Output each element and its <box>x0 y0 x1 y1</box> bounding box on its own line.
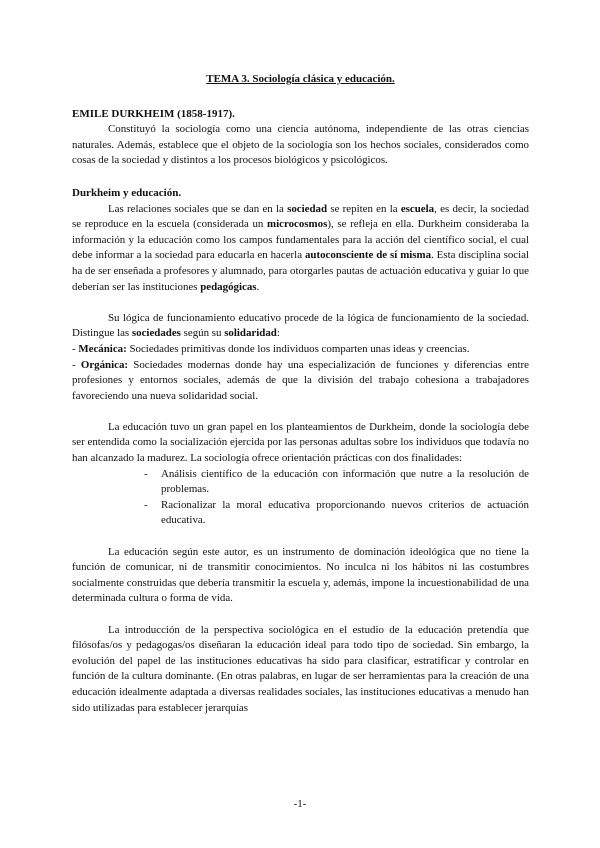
term-pedagogicas: pedagógicas <box>200 280 257 293</box>
term-sociedades: sociedades <box>131 327 181 340</box>
paragraph-intro: Constituyó la sociología como una ciencia autónoma, independiente de las otras ciencias naturales. Además, establece que el objeto de la sociología son los hechos sociales, considerados como cosas de la sociedad y distintos a los procesos biológicos y psicológicos. <box>72 123 529 167</box>
paragraph-relaciones-sociales: Las relaciones sociales que se dan en la sociedad se repiten en la escuela, es decir, la sociedad se reproduce en la escuela (considerada un microcosmos), se refleja en ella. Durkheim consideraba la información y la educación como los campos fundamentales para la acción del científico social, el cual debe informar a la sociedad para educarla en hacerla autoconsciente de sí misma. Esta disciplina social ha de ser enseñada a profesores y alumnado, para otorgarles pautas de actuación educativa y guiar lo que deberían ser las instituciones pedagógicas. <box>72 202 529 293</box>
paragraph-educacion-papel: La educación tuvo un gran papel en los planteamientos de Durkheim, donde la sociología debe ser entendida como la socialización ejercida por las personas adultas sobre los individuos que todavía no han alcanzado la madurez. La sociología ofrece orientación prácticas con dos finalidades: <box>72 420 529 465</box>
page-number: -1- <box>293 798 307 810</box>
finalidades-list <box>72 467 529 529</box>
list-item: - Racionalizar la moral educativa proporcionando nuevos criterios de actuación educativa. <box>144 498 529 527</box>
term-solidaridad: solidaridad <box>224 327 277 340</box>
list-item-organica: - Orgánica: Sociedades modernas donde hay una especialización de funciones y diferencias entre profesiones y entornos sociales, además de que la división del trabajo cohesiona a trabajadores favoreciendo una nueva solidaridad social. <box>72 358 529 402</box>
label-organica: Orgánica: <box>80 358 129 371</box>
section-heading-durkheim-educacion: Durkheim y educación. <box>72 186 182 199</box>
paragraph-logica: Su lógica de funcionamiento educativo procede de la lógica de funcionamiento de la sociedad. Distingue las sociedades según su solidaridad: <box>72 311 529 340</box>
label-mecanica: Mecánica: <box>78 342 127 355</box>
section-heading-durkheim: EMILE DURKHEIM (1858-1917). <box>72 107 235 120</box>
term-microcosmos: microcosmos <box>267 218 328 231</box>
term-sociedad: sociedad <box>287 202 328 215</box>
document-title: TEMA 3. Sociología clásica y educación. <box>206 73 395 85</box>
document-page <box>72 72 529 716</box>
paragraph-introduccion-perspectiva: La introducción de la perspectiva sociológica en el estudio de la educación pretendía que filósofas/os y pedagogas/os diseñaran la educación ideal para todo tipo de sociedad. Sin embargo, la evolución del papel de las instituciones educativas ha sido para clasificar, estratificar y controlar en función de la cultura dominante. (En otras palabras, en lugar de ser herramientas para la creación de una educación idealmente adaptada a diversas realidades sociales, las instituciones educativas a menudo han sido utilizadas para establecer jerarquías <box>72 623 529 714</box>
list-item: - Análisis científico de la educación con información que nutre a la resolución de problemas. <box>144 467 529 496</box>
paragraph-dominacion: La educación según este autor, es un instrumento de dominación ideológica que no tiene la función de comunicar, ni de transmitir conocimientos. No inculca ni los hábitos ni las costumbres socialmente construidas que debería transmitir la escuela y, además, impone la incuestionabilidad de una determinada cultura o forma de vida. <box>72 545 529 605</box>
term-autoconsciente: autoconsciente de sí misma <box>304 249 432 262</box>
term-escuela: escuela <box>400 202 435 215</box>
list-item-mecanica: - Mecánica: Sociedades primitivas donde los individuos comparten unas ideas y creencias. <box>72 342 470 355</box>
